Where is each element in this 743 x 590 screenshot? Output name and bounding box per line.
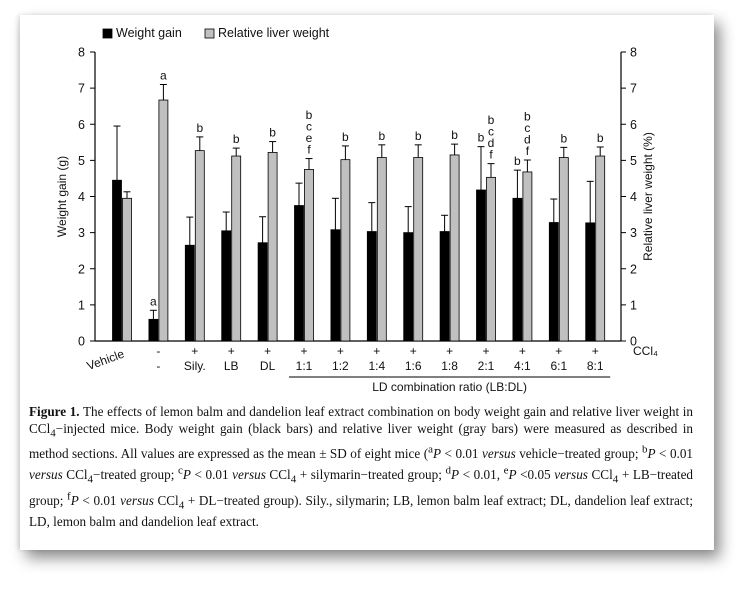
left-tick-label: 6 [78,117,85,132]
liver-weight-bar [523,172,532,341]
significance-letter: f [489,147,493,162]
legend-swatch-liver-weight [205,29,214,38]
significance-letter: b [560,131,568,146]
significance-letter: b [514,154,521,169]
ccl4-sign: + [591,344,599,358]
significance-letter: b [196,120,204,135]
left-tick-label: 0 [78,334,85,349]
category-label: Vehicle [84,346,127,374]
category-label: 1:1 [295,359,313,373]
group-label: LD combination ratio (LB:DL) [372,380,527,394]
category-label: 1:6 [404,359,422,373]
figure-caption [29,404,693,531]
ccl4-sign: + [446,344,454,358]
significance-letter: f [307,142,311,157]
weight-gain-bar [331,230,340,341]
significance-letter: b [477,130,485,145]
category-label: 6:1 [550,359,568,373]
liver-weight-bar [559,157,568,341]
significance-letter: d [524,132,531,147]
liver-weight-bar [596,156,605,341]
liver-weight-bar [123,198,132,341]
liver-weight-bar [268,152,277,341]
right-tick-label: 6 [630,117,637,132]
category-label: 4:1 [514,359,531,373]
bar-chart [20,15,714,400]
category-label: 1:2 [332,359,349,373]
liver-weight-bar [159,100,168,341]
significance-letter: b [524,109,531,124]
category-label: - [156,359,161,373]
ccl4-sign: + [518,344,526,358]
left-tick-label: 1 [78,298,85,313]
weight-gain-bar [404,233,413,341]
weight-gain-bar [549,223,558,341]
significance-letter: e [305,131,313,146]
ccl4-sign: + [227,344,235,358]
ccl4-sign: + [264,344,272,358]
right-tick-label: 0 [630,334,637,349]
significance-letter: b [596,131,604,146]
left-tick-label: 5 [78,153,85,168]
weight-gain-bar [295,206,304,341]
figure-label: Figure 1. [29,404,80,419]
weight-gain-bar [586,223,595,341]
ccl4-row-label: CCl₄ [633,344,658,358]
category-label: 1:8 [441,359,458,373]
weight-gain-bar [440,232,449,341]
ccl4-sign: + [482,344,490,358]
ccl4-sign: + [373,344,381,358]
liver-weight-bar [341,160,350,341]
caption-text: The effects of lemon balm and dandelion leaf extract combination on body weight gain and relative liver weight in CCl$_4$−injected mice. Body weight gain (black bars) and relative liver weight (gray bars) were measured as described in method sections. All values are expressed as the mean ± SD of eight mice ($^a$P < 0.01 versus vehicle−treated group; $^b$P < 0.01 versus CCl$_4$−treated group; $^c$P < 0.01 versus CCl$_4$ + silymarin−treated group; $^d$P < 0.01, $^e$P <0.05 versus CCl$_4$ + LB−treated group; $^f$P < 0.01 versus CCl$_4$ + DL−treated group). Sily., silymarin; LB, lemon balm leaf extract; DL, dandelion leaf extract; LD, lemon balm and dandelion leaf extract. [29,404,694,530]
category-label: DL [259,359,276,373]
left-tick-label: 4 [78,190,85,204]
weight-gain-bar [258,243,267,341]
weight-gain-bar [367,232,376,341]
significance-letter: c [306,119,312,134]
significance-letter: a [160,68,167,83]
significance-letter: d [487,136,495,151]
significance-letter: f [525,144,530,159]
right-tick-label: 7 [630,81,637,96]
category-label: 1:4 [368,359,386,373]
left-tick-label: 3 [78,226,85,241]
right-tick-label: 5 [630,153,637,168]
weight-gain-bar [149,319,158,341]
left-tick-label: 8 [78,45,85,60]
right-tick-label: 4 [630,190,637,204]
significance-letter: b [378,128,386,143]
legend-label-weight-gain: Weight gain [116,26,182,40]
ccl4-sign: + [336,344,344,358]
liver-weight-bar [305,169,314,341]
significance-letter: c [524,121,531,136]
significance-letter: b [487,113,495,128]
weight-gain-bar [477,190,486,341]
category-label: LB [223,359,239,373]
weight-gain-bar [185,245,194,341]
liver-weight-bar [487,177,496,341]
weight-gain-bar [222,231,231,341]
significance-letter: b [342,129,349,144]
left-axis-title: Weight gain (g) [55,155,69,238]
ccl4-sign: + [409,344,417,358]
ccl4-sign: + [555,344,563,358]
right-tick-label: 8 [630,45,637,60]
category-label: 2:1 [477,359,495,373]
weight-gain-bar [113,180,122,341]
liver-weight-bar [377,157,386,341]
significance-letter: c [488,124,494,139]
significance-letter: b [414,128,422,143]
liver-weight-bar [195,151,204,341]
significance-letter: b [269,125,276,140]
ccl4-sign: - [156,344,161,358]
category-label: Sily. [183,359,206,373]
right-tick-label: 2 [630,262,637,277]
ccl4-sign: + [191,344,199,358]
left-tick-label: 2 [78,262,85,277]
liver-weight-bar [232,156,241,341]
category-label: 8:1 [586,359,604,373]
legend-swatch-weight-gain [103,29,112,38]
legend-label-liver-weight: Relative liver weight [218,26,330,40]
left-tick-label: 7 [78,81,85,96]
significance-letter: b [451,128,458,143]
significance-letter: b [305,108,313,123]
liver-weight-bar [414,157,423,341]
right-tick-label: 3 [630,226,637,241]
right-axis-title: Relative liver weight (%) [641,132,655,261]
weight-gain-bar [513,198,522,341]
ccl4-sign: + [300,344,308,358]
significance-letter: a [150,294,157,309]
significance-letter: b [232,132,240,147]
liver-weight-bar [450,155,459,341]
right-tick-label: 1 [630,298,637,313]
